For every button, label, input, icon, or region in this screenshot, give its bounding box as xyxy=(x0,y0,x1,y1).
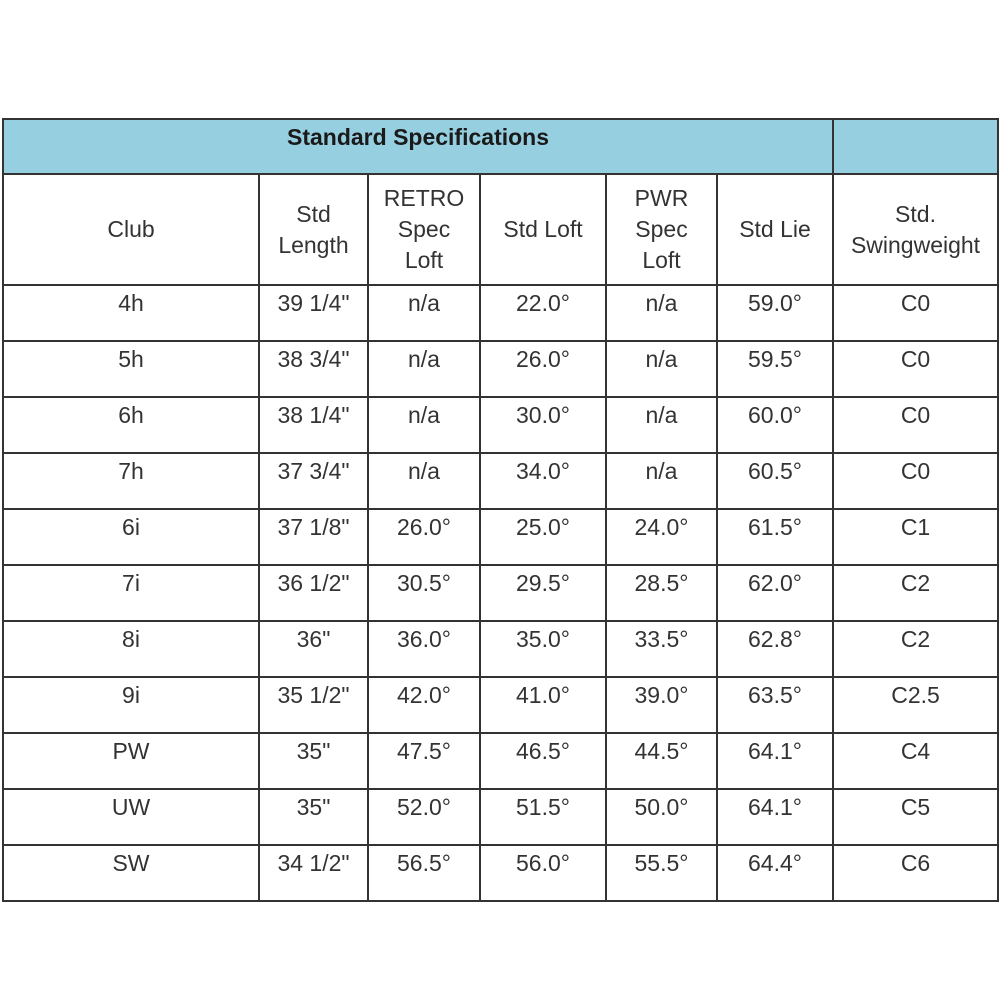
cell-pwr-spec-loft: n/a xyxy=(606,453,717,509)
cell-std-lie: 64.4° xyxy=(717,845,833,901)
table-row xyxy=(3,285,998,341)
column-header-pwr-spec-loft xyxy=(606,174,717,285)
table-row xyxy=(3,733,998,789)
cell-std-length: 36 1/2" xyxy=(259,565,368,621)
cell-pwr-spec-loft: n/a xyxy=(606,397,717,453)
cell-std-swingweight: C5 xyxy=(833,789,998,845)
cell-std-lie: 60.0° xyxy=(717,397,833,453)
cell-club: 6i xyxy=(3,509,259,565)
table-row xyxy=(3,509,998,565)
column-header-line: Length xyxy=(278,231,349,258)
cell-std-length: 34 1/2" xyxy=(259,845,368,901)
column-header-retro-spec-loft xyxy=(368,174,480,285)
cell-retro-spec-loft: n/a xyxy=(368,341,480,397)
cell-std-loft: 35.0° xyxy=(480,621,606,677)
cell-pwr-spec-loft: n/a xyxy=(606,341,717,397)
cell-club: 8i xyxy=(3,621,259,677)
cell-std-loft: 34.0° xyxy=(480,453,606,509)
cell-std-swingweight: C0 xyxy=(833,453,998,509)
cell-std-swingweight: C4 xyxy=(833,733,998,789)
cell-std-lie: 62.8° xyxy=(717,621,833,677)
cell-retro-spec-loft: 30.5° xyxy=(368,565,480,621)
column-header-line: Club xyxy=(107,216,155,242)
cell-club: PW xyxy=(3,733,259,789)
cell-retro-spec-loft: 47.5° xyxy=(368,733,480,789)
title-row xyxy=(3,119,998,174)
cell-std-length: 35" xyxy=(259,789,368,845)
cell-pwr-spec-loft: 55.5° xyxy=(606,845,717,901)
cell-std-loft: 56.0° xyxy=(480,845,606,901)
table-row xyxy=(3,453,998,509)
column-header-club xyxy=(3,174,259,285)
cell-std-loft: 29.5° xyxy=(480,565,606,621)
cell-pwr-spec-loft: 28.5° xyxy=(606,565,717,621)
cell-retro-spec-loft: 26.0° xyxy=(368,509,480,565)
cell-pwr-spec-loft: 33.5° xyxy=(606,621,717,677)
cell-pwr-spec-loft: 50.0° xyxy=(606,789,717,845)
table-row xyxy=(3,677,998,733)
cell-std-loft: 30.0° xyxy=(480,397,606,453)
cell-std-lie: 62.0° xyxy=(717,565,833,621)
cell-std-length: 39 1/4" xyxy=(259,285,368,341)
column-header-line: PWR xyxy=(634,185,689,211)
cell-retro-spec-loft: 36.0° xyxy=(368,621,480,677)
cell-std-loft: 22.0° xyxy=(480,285,606,341)
cell-retro-spec-loft: n/a xyxy=(368,397,480,453)
cell-std-length: 38 3/4" xyxy=(259,341,368,397)
cell-std-length: 35" xyxy=(259,733,368,789)
cell-club: 9i xyxy=(3,677,259,733)
table-row xyxy=(3,845,998,901)
cell-retro-spec-loft: n/a xyxy=(368,453,480,509)
cell-std-length: 37 1/8" xyxy=(259,509,368,565)
cell-std-length: 36" xyxy=(259,621,368,677)
header-row xyxy=(3,174,998,285)
column-header-line: Std Loft xyxy=(503,216,583,242)
cell-club: 4h xyxy=(3,285,259,341)
table-row xyxy=(3,341,998,397)
cell-club: 7h xyxy=(3,453,259,509)
spec-table xyxy=(2,118,999,902)
column-header-line: Loft xyxy=(404,247,444,273)
cell-club: UW xyxy=(3,789,259,845)
column-header-line: Spec xyxy=(397,216,451,242)
table-title: Standard Specifications xyxy=(3,119,833,174)
cell-std-length: 35 1/2" xyxy=(259,677,368,733)
column-header-line: Std xyxy=(296,200,331,227)
cell-club: 7i xyxy=(3,565,259,621)
cell-club: 6h xyxy=(3,397,259,453)
cell-std-swingweight: C0 xyxy=(833,285,998,341)
cell-std-swingweight: C1 xyxy=(833,509,998,565)
cell-std-length: 37 3/4" xyxy=(259,453,368,509)
cell-pwr-spec-loft: 44.5° xyxy=(606,733,717,789)
cell-pwr-spec-loft: n/a xyxy=(606,285,717,341)
cell-std-swingweight: C0 xyxy=(833,341,998,397)
column-header-line: Std. xyxy=(895,200,936,227)
column-header-line: Swingweight xyxy=(850,231,981,258)
cell-std-loft: 26.0° xyxy=(480,341,606,397)
column-header-std-lie xyxy=(717,174,833,285)
cell-club: SW xyxy=(3,845,259,901)
title-row-empty-cell xyxy=(833,119,998,174)
cell-std-loft: 41.0° xyxy=(480,677,606,733)
cell-std-loft: 51.5° xyxy=(480,789,606,845)
cell-retro-spec-loft: 52.0° xyxy=(368,789,480,845)
table-row xyxy=(3,565,998,621)
cell-club: 5h xyxy=(3,341,259,397)
cell-std-lie: 64.1° xyxy=(717,789,833,845)
cell-retro-spec-loft: 42.0° xyxy=(368,677,480,733)
cell-std-lie: 59.5° xyxy=(717,341,833,397)
cell-std-length: 38 1/4" xyxy=(259,397,368,453)
cell-std-loft: 46.5° xyxy=(480,733,606,789)
table-body xyxy=(3,285,998,901)
cell-std-lie: 61.5° xyxy=(717,509,833,565)
cell-std-lie: 63.5° xyxy=(717,677,833,733)
cell-std-swingweight: C6 xyxy=(833,845,998,901)
cell-std-lie: 59.0° xyxy=(717,285,833,341)
cell-std-swingweight: C0 xyxy=(833,397,998,453)
column-header-std-loft xyxy=(480,174,606,285)
cell-std-lie: 60.5° xyxy=(717,453,833,509)
column-header-std-swingweight xyxy=(833,174,998,285)
cell-std-swingweight: C2 xyxy=(833,621,998,677)
cell-std-loft: 25.0° xyxy=(480,509,606,565)
cell-retro-spec-loft: 56.5° xyxy=(368,845,480,901)
cell-std-swingweight: C2 xyxy=(833,565,998,621)
cell-retro-spec-loft: n/a xyxy=(368,285,480,341)
column-header-line: Loft xyxy=(642,247,681,273)
column-header-std-length xyxy=(259,174,368,285)
table-row xyxy=(3,621,998,677)
cell-std-swingweight: C2.5 xyxy=(833,677,998,733)
column-header-line: RETRO xyxy=(383,185,465,211)
column-header-line: Spec xyxy=(635,216,688,242)
cell-std-lie: 64.1° xyxy=(717,733,833,789)
cell-pwr-spec-loft: 39.0° xyxy=(606,677,717,733)
cell-pwr-spec-loft: 24.0° xyxy=(606,509,717,565)
table-row xyxy=(3,397,998,453)
column-header-line: Std Lie xyxy=(739,216,811,242)
table-row xyxy=(3,789,998,845)
